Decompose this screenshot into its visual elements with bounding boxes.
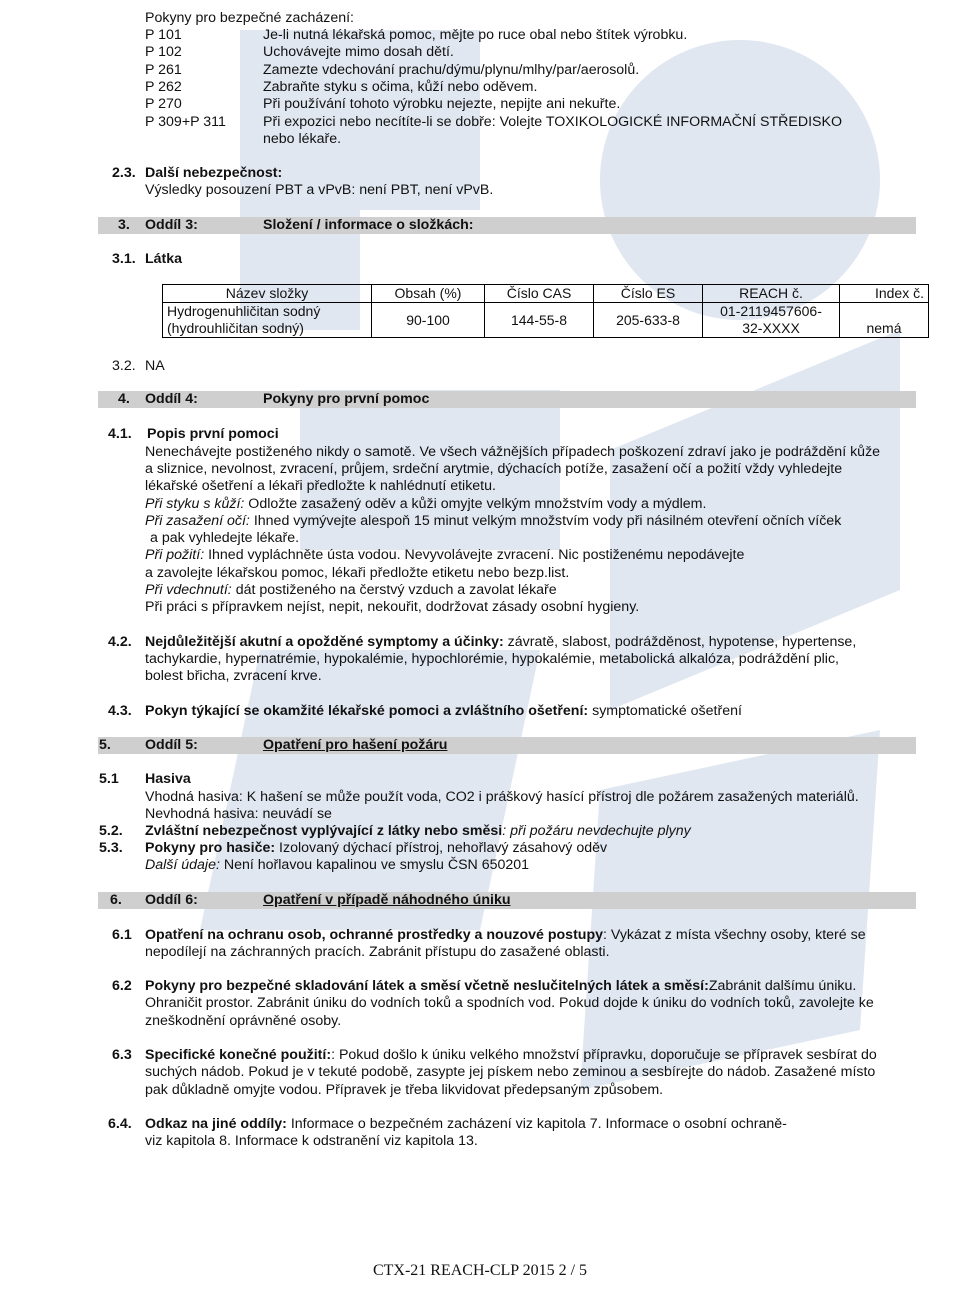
section-number: 4. — [118, 391, 130, 407]
first-aid-text: a zavolejte lékařskou pomoc, lékaři předložte etiketu nebo bezp.list. — [145, 565, 570, 581]
reach-line: 01-2119457606- — [720, 303, 822, 319]
p-text: Uchovávejte mimo dosah dětí. — [263, 44, 454, 60]
table-header: Číslo ES — [594, 285, 703, 303]
section-number: 6. — [110, 892, 122, 908]
subsection-text: závratě, slabost, podrážděnost, hypotense, hypertense, — [503, 634, 857, 650]
first-aid-label: Při zasažení očí: — [145, 513, 250, 529]
subsection-number: 5.2. — [99, 823, 123, 839]
p-code: P 102 — [145, 44, 182, 60]
subsection-number: 6.4. — [108, 1116, 132, 1132]
section-title: Opatření pro hašení požáru — [263, 737, 448, 753]
p-text: Zabraňte styku s očima, kůží nebo oděvem. — [263, 79, 538, 95]
first-aid-text: lékařské ošetření a lékaři předložte k nahlédnutí etiketu. — [145, 478, 496, 494]
extra-label: Další údaje: — [145, 857, 220, 873]
first-aid-text: Nenechávejte postiženého nikdy o samotě. — [145, 444, 416, 460]
subsection-number: 6.1 — [112, 927, 132, 943]
extinguisher-label: Nevhodná hasiva: — [145, 806, 259, 822]
p-code: P 261 — [145, 62, 182, 78]
p-text: Při používání tohoto výrobku nejezte, nepijte ani nekuřte. — [263, 96, 621, 112]
extra-text: Není hořlavou kapalinou ve smyslu ČSN 650201 — [219, 857, 530, 873]
subsection-text: zneškodnění oprávněné osoby. — [145, 1013, 342, 1029]
table-cell-reach — [703, 303, 840, 338]
subsection-number: 6.2 — [112, 978, 132, 994]
page-footer: CTX-21 REACH-CLP 2015 2 / 5 — [372, 1262, 588, 1279]
subsection-number: 4.1. — [108, 426, 132, 442]
table-cell-cas: 144-55-8 — [485, 303, 594, 338]
component-name: Hydrogenuhličitan sodný — [167, 303, 321, 319]
subsection-text: pak důkladně omyjte vodou. Přípravek je třeba likvidovat předepsaným způsobem. — [145, 1082, 664, 1098]
p-code: P 309+P 311 — [145, 114, 226, 130]
section-title: Opatření v případě náhodného úniku — [263, 892, 511, 908]
first-aid-text: a sliznice, nevolnost, zvracení, průjem, srdeční arytmie, dýchacích potíže, zasažení očí a požití vždy vyhledejte — [145, 461, 843, 477]
first-aid-text: Ihned vymývejte alespoň 15 minut velkým množstvím vody při násilném otevření očních víček — [249, 513, 842, 529]
first-aid-text: Při práci s přípravkem nejíst, nepit, nekouřit, dodržovat zásady osobní hygieny. — [145, 599, 640, 615]
subsection-number: 6.3 — [112, 1047, 132, 1063]
subsection-title: Látka — [145, 251, 183, 267]
p-text-continuation: nebo lékaře. — [263, 131, 342, 147]
subsection-number: 4.3. — [108, 703, 132, 719]
section-title: Pokyny pro první pomoc — [263, 391, 430, 407]
component-alt-name: (hydrouhličitan sodný) — [167, 320, 304, 336]
subsection-title: Opatření na ochranu osob, ochranné prostředky a nouzové postupy — [145, 927, 604, 943]
section-number: 3. — [118, 217, 130, 233]
subsection-title: Pokyny pro bezpečné skladování látek a směsí včetně neslučitelných látek a směsí: — [145, 978, 709, 994]
subsection-text: tachykardie, hypernatrémie, hypokalémie, hypochlorémie, hypokalémie, metabolická alkalóza, podráždění plic, — [145, 651, 839, 667]
precautions-heading: Pokyny pro bezpečné zacházení: — [145, 10, 355, 26]
p-code: P 270 — [145, 96, 182, 112]
subsection-text: : Vykázat z místa všechny osoby, které se — [603, 927, 866, 943]
subsection-number: 3.1. — [112, 251, 136, 267]
table-cell-es: 205-633-8 — [594, 303, 703, 338]
table-header: Obsah (%) — [372, 285, 485, 303]
subsection-text: nepodílejí na záchranných pracích. Zabránit přístupu do zasažené oblasti. — [145, 944, 610, 960]
first-aid-label: Při vdechnutí: — [145, 582, 232, 598]
subsection-text: suchých nádob. Pokud je v tekuté podobě, zasypte jej pískem nebo zeminou a sesbírejte do nádob. Zasažené místo — [145, 1064, 876, 1080]
subsection-text: Izolovaný dýchací přístroj, nehořlavý zásahový oděv — [275, 840, 608, 856]
subsection-number: 3.2. — [112, 358, 136, 374]
first-aid-text: a pak vyhledejte lékaře. — [150, 530, 300, 546]
section-label: Oddíl 5: — [145, 737, 198, 753]
section-title: Další nebezpečnost: — [145, 165, 283, 181]
first-aid-text: Odložte zasažený oděv a kůži omyjte velkým množstvím vody a mýdlem. — [244, 496, 707, 512]
p-code: P 262 — [145, 79, 182, 95]
subsection-title: Odkaz na jiné oddíly: — [145, 1116, 287, 1132]
subsection-number: 5.3. — [99, 840, 123, 856]
first-aid-text: dát postiženého na čerstvý vzduch a zavolat lékaře — [231, 582, 557, 598]
first-aid-label: Při požití: — [145, 547, 205, 563]
table-cell-index: nemá — [840, 303, 929, 338]
p-text: Je-li nutná lékařská pomoc, mějte po ruce obal nebo štítek výrobku. — [263, 27, 688, 43]
subsection-title: Zvláštní nebezpečnost vyplývající z látky nebo směsi — [145, 823, 503, 839]
first-aid-label: Při styku s kůží: — [145, 496, 245, 512]
subsection-title: Specifické konečné použití: — [145, 1047, 332, 1063]
subsection-number: 4.2. — [108, 634, 132, 650]
subsection-text: Informace o bezpečném zacházení viz kapitola 7. Informace o osobní ochraně- — [286, 1116, 787, 1132]
subsection-text: bolest břicha, zvracení krve. — [145, 668, 322, 684]
p-text: Zamezte vdechování prachu/dýmu/plynu/mlhy/par/aerosolů. — [263, 62, 640, 78]
first-aid-text: Ve všech vážnějších případech poškození zdraví jako je podráždění kůže — [415, 444, 881, 460]
section-bar — [98, 217, 916, 234]
p-text: Při expozici nebo necítíte-li se dobře: Volejte TOXIKOLOGICKÉ INFORMAČNÍ STŘEDISKO — [263, 114, 843, 130]
section-number: 5. — [99, 737, 111, 753]
subsection-text: Ohraničit prostor. Zabránit úniku do vodních toků a spodních vod. Pokud dojde k úniku do vodních toků, zavolejte ke — [145, 995, 874, 1011]
table-cell-name — [163, 303, 372, 338]
table-cell-content: 90-100 — [372, 303, 485, 338]
first-aid-text: Ihned vypláchněte ústa vodou. Nevyvolávejte zvracení. Nic postiženému nepodávejte — [204, 547, 745, 563]
section-number: 2.3. — [112, 165, 136, 181]
table-row — [163, 303, 929, 338]
subsection-title: Pokyn týkající se okamžité lékařské pomoci a zvláštního ošetření: — [145, 703, 589, 719]
composition-table — [162, 284, 929, 338]
section-label: Oddíl 6: — [145, 892, 198, 908]
p-code: P 101 — [145, 27, 182, 43]
subsection-text: : Pokud došlo k úniku velkého množství přípravku, doporučuje se přípravek sesbírat do — [331, 1047, 877, 1063]
subsection-text: : při požáru nevdechujte plyny — [502, 823, 691, 839]
subsection-title: Hasiva — [145, 771, 191, 787]
section-bar — [98, 391, 916, 408]
section-label: Oddíl 3: — [145, 217, 198, 233]
section-title: Složení / informace o složkách: — [263, 217, 474, 233]
extinguisher-text: neuvádí se — [258, 806, 332, 822]
extinguisher-label: Vhodná hasiva: — [145, 789, 243, 805]
table-header: Číslo CAS — [485, 285, 594, 303]
subsection-title: Popis první pomoci — [147, 426, 279, 442]
subsection-text: NA — [145, 358, 165, 374]
subsection-text: symptomatické ošetření — [588, 703, 742, 719]
section-label: Oddíl 4: — [145, 391, 198, 407]
section-bar — [98, 737, 916, 754]
section-text: Výsledky posouzení PBT a vPvB: není PBT, není vPvB. — [145, 182, 494, 198]
table-header-row — [163, 285, 929, 303]
table-header: Název složky — [163, 285, 372, 303]
subsection-text: viz kapitola 8. Informace k odstranění viz kapitola 13. — [145, 1133, 478, 1149]
subsection-title: Nejdůležitější akutní a opožděné symptomy a účinky: — [145, 634, 504, 650]
subsection-number: 5.1 — [99, 771, 119, 787]
table-header: REACH č. — [703, 285, 840, 303]
subsection-text: Zabránit dalšímu úniku. — [708, 978, 857, 994]
extinguisher-text: K hašení se může použít voda, CO2 i práškový hasící přístroj dle požárem zasažených materiálů. — [242, 789, 859, 805]
table-header: Index č. — [840, 285, 929, 303]
subsection-title: Pokyny pro hasiče: — [145, 840, 276, 856]
reach-line: 32-XXXX — [742, 320, 800, 336]
